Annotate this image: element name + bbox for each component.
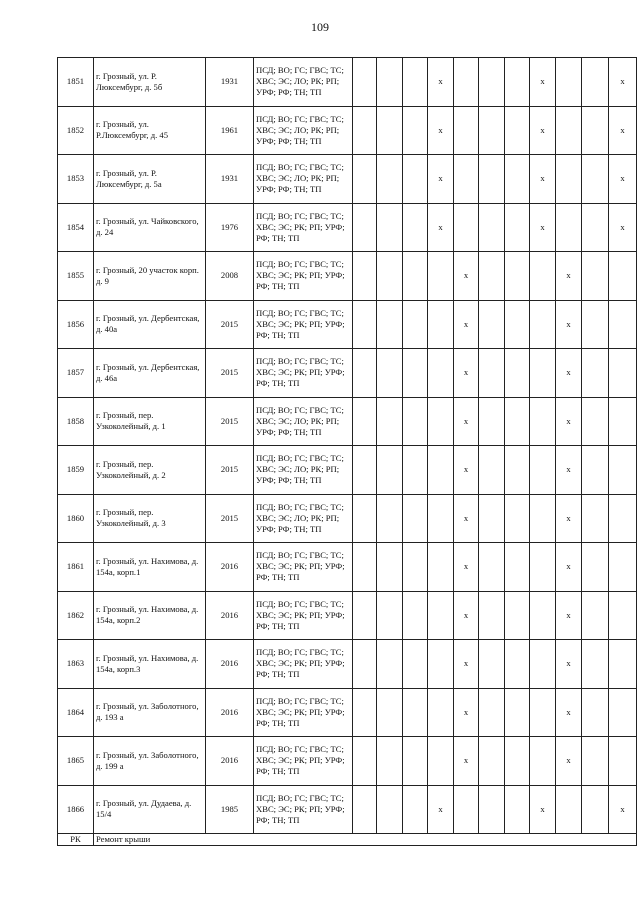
- mark-cell: [530, 543, 556, 592]
- mark-cell: [403, 494, 428, 543]
- mark-cell: [505, 640, 530, 689]
- mark-cell: x: [454, 688, 479, 737]
- mark-cell: [609, 252, 637, 301]
- mark-cell: x: [428, 106, 454, 155]
- table-row: [58, 252, 637, 301]
- mark-cell: [582, 737, 609, 786]
- mark-cell: [403, 688, 428, 737]
- mark-cell: [582, 397, 609, 446]
- row-number: 1851: [58, 58, 94, 107]
- address-cell: г. Грозный, пер. Узкоколейный, д. 3: [94, 494, 206, 543]
- mark-cell: x: [454, 640, 479, 689]
- mark-cell: [530, 349, 556, 398]
- mark-cell: [505, 203, 530, 252]
- works-cell: ПСД; ВО; ГС; ГВС; ТС; ХВС; ЭС; РК; РП; УРФ; РФ; ТН; ТП: [254, 349, 353, 398]
- mark-cell: [403, 58, 428, 107]
- mark-cell: [582, 349, 609, 398]
- mark-cell: [428, 252, 454, 301]
- mark-cell: [353, 494, 377, 543]
- mark-cell: x: [454, 252, 479, 301]
- mark-cell: [377, 300, 403, 349]
- mark-cell: [377, 58, 403, 107]
- registry-table: [57, 57, 637, 846]
- legend-row: [58, 834, 637, 846]
- works-cell: ПСД; ВО; ГС; ГВС; ТС; ХВС; ЭС; РК; РП; УРФ; РФ; ТН; ТП: [254, 203, 353, 252]
- year-cell: 1985: [206, 785, 254, 834]
- table-row: [58, 155, 637, 204]
- mark-cell: [556, 155, 582, 204]
- mark-cell: [505, 349, 530, 398]
- mark-cell: [353, 640, 377, 689]
- mark-cell: [582, 591, 609, 640]
- year-cell: 2008: [206, 252, 254, 301]
- row-number: 1853: [58, 155, 94, 204]
- row-number: 1862: [58, 591, 94, 640]
- mark-cell: [505, 397, 530, 446]
- mark-cell: [505, 688, 530, 737]
- works-cell: ПСД; ВО; ГС; ГВС; ТС; ХВС; ЭС; РК; РП; УРФ; РФ; ТН; ТП: [254, 252, 353, 301]
- address-cell: г. Грозный, 20 участок корп. д. 9: [94, 252, 206, 301]
- mark-cell: [377, 688, 403, 737]
- mark-cell: [353, 349, 377, 398]
- address-cell: г. Грозный, ул. Дудаева, д. 15/4: [94, 785, 206, 834]
- mark-cell: [403, 397, 428, 446]
- mark-cell: [377, 397, 403, 446]
- mark-cell: [353, 543, 377, 592]
- mark-cell: [353, 155, 377, 204]
- table-row: [58, 737, 637, 786]
- mark-cell: x: [556, 737, 582, 786]
- mark-cell: [377, 543, 403, 592]
- mark-cell: [556, 106, 582, 155]
- mark-cell: [428, 543, 454, 592]
- table-row: [58, 494, 637, 543]
- mark-cell: x: [454, 543, 479, 592]
- works-cell: ПСД; ВО; ГС; ГВС; ТС; ХВС; ЭС; РК; РП; УРФ; РФ; ТН; ТП: [254, 688, 353, 737]
- mark-cell: [377, 737, 403, 786]
- mark-cell: [428, 640, 454, 689]
- mark-cell: [353, 300, 377, 349]
- address-cell: г. Грозный, ул. Р. Люксембург, д. 5а: [94, 155, 206, 204]
- year-cell: 2016: [206, 640, 254, 689]
- mark-cell: [582, 252, 609, 301]
- row-number: 1856: [58, 300, 94, 349]
- mark-cell: [479, 543, 505, 592]
- mark-cell: x: [530, 203, 556, 252]
- row-number: 1859: [58, 446, 94, 495]
- mark-cell: [505, 737, 530, 786]
- mark-cell: [403, 155, 428, 204]
- address-cell: г. Грозный, пер. Узкоколейный, д. 2: [94, 446, 206, 495]
- mark-cell: [353, 688, 377, 737]
- legend-description: Ремонт крыши: [94, 834, 637, 846]
- mark-cell: [505, 543, 530, 592]
- row-number: 1855: [58, 252, 94, 301]
- mark-cell: x: [428, 203, 454, 252]
- mark-cell: [403, 349, 428, 398]
- mark-cell: x: [609, 58, 637, 107]
- mark-cell: [353, 446, 377, 495]
- mark-cell: x: [609, 106, 637, 155]
- mark-cell: [556, 785, 582, 834]
- mark-cell: [609, 300, 637, 349]
- mark-cell: x: [609, 785, 637, 834]
- mark-cell: [505, 58, 530, 107]
- mark-cell: [479, 106, 505, 155]
- table-row: [58, 688, 637, 737]
- mark-cell: [454, 203, 479, 252]
- mark-cell: [582, 106, 609, 155]
- mark-cell: [479, 785, 505, 834]
- works-cell: ПСД; ВО; ГС; ГВС; ТС; ХВС; ЭС; ЛО; РК; РП; УРФ; РФ; ТН; ТП: [254, 106, 353, 155]
- mark-cell: [377, 203, 403, 252]
- mark-cell: [377, 640, 403, 689]
- mark-cell: [428, 494, 454, 543]
- address-cell: г. Грозный, ул. Нахимова, д. 154а, корп.2: [94, 591, 206, 640]
- year-cell: 1976: [206, 203, 254, 252]
- table-row: [58, 203, 637, 252]
- mark-cell: x: [454, 300, 479, 349]
- mark-cell: x: [454, 494, 479, 543]
- mark-cell: [428, 688, 454, 737]
- mark-cell: x: [609, 155, 637, 204]
- row-number: 1860: [58, 494, 94, 543]
- mark-cell: [505, 252, 530, 301]
- year-cell: 1931: [206, 155, 254, 204]
- works-cell: ПСД; ВО; ГС; ГВС; ТС; ХВС; ЭС; ЛО; РК; РП; УРФ; РФ; ТН; ТП: [254, 155, 353, 204]
- mark-cell: [582, 58, 609, 107]
- mark-cell: [556, 58, 582, 107]
- mark-cell: [582, 640, 609, 689]
- mark-cell: [479, 640, 505, 689]
- works-cell: ПСД; ВО; ГС; ГВС; ТС; ХВС; ЭС; РК; РП; УРФ; РФ; ТН; ТП: [254, 785, 353, 834]
- mark-cell: [403, 203, 428, 252]
- mark-cell: x: [428, 58, 454, 107]
- mark-cell: x: [556, 494, 582, 543]
- mark-cell: [530, 591, 556, 640]
- mark-cell: [377, 349, 403, 398]
- address-cell: г. Грозный, ул. Заболотного, д. 193 а: [94, 688, 206, 737]
- mark-cell: x: [428, 155, 454, 204]
- mark-cell: [479, 446, 505, 495]
- mark-cell: [556, 203, 582, 252]
- mark-cell: [582, 494, 609, 543]
- mark-cell: [454, 58, 479, 107]
- mark-cell: [353, 397, 377, 446]
- mark-cell: [530, 397, 556, 446]
- year-cell: 1931: [206, 58, 254, 107]
- mark-cell: [454, 785, 479, 834]
- page-number: 109: [311, 20, 329, 34]
- mark-cell: [609, 349, 637, 398]
- mark-cell: x: [556, 349, 582, 398]
- mark-cell: [377, 446, 403, 495]
- mark-cell: [582, 785, 609, 834]
- address-cell: г. Грозный, пер. Узкоколейный, д. 1: [94, 397, 206, 446]
- mark-cell: [505, 494, 530, 543]
- mark-cell: [353, 58, 377, 107]
- mark-cell: x: [454, 446, 479, 495]
- mark-cell: [479, 591, 505, 640]
- address-cell: г. Грозный, ул. Дербентская, д. 40а: [94, 300, 206, 349]
- mark-cell: [530, 737, 556, 786]
- mark-cell: [582, 300, 609, 349]
- legend-code: РК: [58, 834, 94, 846]
- mark-cell: [403, 785, 428, 834]
- mark-cell: [377, 155, 403, 204]
- mark-cell: [353, 785, 377, 834]
- mark-cell: x: [530, 106, 556, 155]
- address-cell: г. Грозный, ул. Р. Люксембург, д. 5б: [94, 58, 206, 107]
- mark-cell: [505, 446, 530, 495]
- mark-cell: [377, 252, 403, 301]
- works-cell: ПСД; ВО; ГС; ГВС; ТС; ХВС; ЭС; ЛО; РК; РП; УРФ; РФ; ТН; ТП: [254, 446, 353, 495]
- mark-cell: [609, 543, 637, 592]
- address-cell: г. Грозный, ул. Нахимова, д. 154а, корп.3: [94, 640, 206, 689]
- mark-cell: [479, 58, 505, 107]
- mark-cell: x: [556, 640, 582, 689]
- mark-cell: [479, 688, 505, 737]
- address-cell: г. Грозный, ул. Заболотного, д. 199 а: [94, 737, 206, 786]
- mark-cell: x: [454, 349, 479, 398]
- mark-cell: x: [556, 300, 582, 349]
- table-row: [58, 640, 637, 689]
- mark-cell: [582, 688, 609, 737]
- mark-cell: [428, 737, 454, 786]
- table-row: [58, 446, 637, 495]
- row-number: 1866: [58, 785, 94, 834]
- row-number: 1854: [58, 203, 94, 252]
- mark-cell: [353, 252, 377, 301]
- mark-cell: x: [530, 785, 556, 834]
- mark-cell: x: [454, 591, 479, 640]
- year-cell: 2016: [206, 737, 254, 786]
- year-cell: 2016: [206, 543, 254, 592]
- mark-cell: [609, 737, 637, 786]
- table-row: [58, 58, 637, 107]
- works-cell: ПСД; ВО; ГС; ГВС; ТС; ХВС; ЭС; ЛО; РК; РП; УРФ; РФ; ТН; ТП: [254, 494, 353, 543]
- year-cell: 1961: [206, 106, 254, 155]
- row-number: 1864: [58, 688, 94, 737]
- mark-cell: [377, 494, 403, 543]
- mark-cell: [609, 397, 637, 446]
- mark-cell: [505, 591, 530, 640]
- mark-cell: [530, 446, 556, 495]
- mark-cell: [609, 688, 637, 737]
- mark-cell: x: [609, 203, 637, 252]
- year-cell: 2016: [206, 591, 254, 640]
- mark-cell: x: [530, 155, 556, 204]
- works-cell: ПСД; ВО; ГС; ГВС; ТС; ХВС; ЭС; ЛО; РК; РП; УРФ; РФ; ТН; ТП: [254, 58, 353, 107]
- mark-cell: x: [556, 688, 582, 737]
- mark-cell: x: [556, 446, 582, 495]
- mark-cell: [403, 591, 428, 640]
- mark-cell: [530, 688, 556, 737]
- mark-cell: [479, 252, 505, 301]
- mark-cell: [582, 155, 609, 204]
- mark-cell: [353, 203, 377, 252]
- year-cell: 2016: [206, 688, 254, 737]
- year-cell: 2015: [206, 349, 254, 398]
- mark-cell: x: [454, 397, 479, 446]
- mark-cell: x: [556, 397, 582, 446]
- mark-cell: [530, 494, 556, 543]
- mark-cell: [403, 543, 428, 592]
- mark-cell: [582, 543, 609, 592]
- mark-cell: [428, 300, 454, 349]
- works-cell: ПСД; ВО; ГС; ГВС; ТС; ХВС; ЭС; РК; РП; УРФ; РФ; ТН; ТП: [254, 591, 353, 640]
- address-cell: г. Грозный, ул. Р.Люксембург, д. 45: [94, 106, 206, 155]
- mark-cell: [479, 494, 505, 543]
- mark-cell: [454, 155, 479, 204]
- row-number: 1852: [58, 106, 94, 155]
- mark-cell: [479, 349, 505, 398]
- mark-cell: [479, 300, 505, 349]
- year-cell: 2015: [206, 494, 254, 543]
- works-cell: ПСД; ВО; ГС; ГВС; ТС; ХВС; ЭС; РК; РП; УРФ; РФ; ТН; ТП: [254, 640, 353, 689]
- mark-cell: [428, 349, 454, 398]
- mark-cell: [609, 591, 637, 640]
- table-row: [58, 106, 637, 155]
- mark-cell: [582, 446, 609, 495]
- mark-cell: [530, 640, 556, 689]
- address-cell: г. Грозный, ул. Чайковского, д. 24: [94, 203, 206, 252]
- mark-cell: [428, 446, 454, 495]
- table-row: [58, 591, 637, 640]
- works-cell: ПСД; ВО; ГС; ГВС; ТС; ХВС; ЭС; РК; РП; УРФ; РФ; ТН; ТП: [254, 543, 353, 592]
- table-body: [58, 58, 637, 834]
- mark-cell: [377, 785, 403, 834]
- mark-cell: [609, 640, 637, 689]
- year-cell: 2015: [206, 397, 254, 446]
- table-row: [58, 785, 637, 834]
- mark-cell: x: [530, 58, 556, 107]
- mark-cell: x: [556, 252, 582, 301]
- mark-cell: [505, 300, 530, 349]
- mark-cell: [454, 106, 479, 155]
- row-number: 1863: [58, 640, 94, 689]
- mark-cell: x: [428, 785, 454, 834]
- mark-cell: [609, 446, 637, 495]
- mark-cell: [505, 785, 530, 834]
- mark-cell: [609, 494, 637, 543]
- mark-cell: [479, 397, 505, 446]
- mark-cell: [505, 106, 530, 155]
- mark-cell: [530, 252, 556, 301]
- mark-cell: [353, 737, 377, 786]
- year-cell: 2015: [206, 446, 254, 495]
- address-cell: г. Грозный, ул. Нахимова, д. 154а, корп.1: [94, 543, 206, 592]
- works-cell: ПСД; ВО; ГС; ГВС; ТС; ХВС; ЭС; РК; РП; УРФ; РФ; ТН; ТП: [254, 737, 353, 786]
- mark-cell: [353, 591, 377, 640]
- table-row: [58, 397, 637, 446]
- mark-cell: [403, 640, 428, 689]
- year-cell: 2015: [206, 300, 254, 349]
- row-number: 1865: [58, 737, 94, 786]
- row-number: 1857: [58, 349, 94, 398]
- table-row: [58, 543, 637, 592]
- row-number: 1858: [58, 397, 94, 446]
- mark-cell: [428, 397, 454, 446]
- works-cell: ПСД; ВО; ГС; ГВС; ТС; ХВС; ЭС; РК; РП; УРФ; РФ; ТН; ТП: [254, 300, 353, 349]
- mark-cell: [582, 203, 609, 252]
- table-row: [58, 300, 637, 349]
- mark-cell: [403, 737, 428, 786]
- mark-cell: [403, 300, 428, 349]
- mark-cell: [505, 155, 530, 204]
- table-row: [58, 349, 637, 398]
- mark-cell: [403, 106, 428, 155]
- mark-cell: x: [454, 737, 479, 786]
- mark-cell: [479, 203, 505, 252]
- mark-cell: x: [556, 543, 582, 592]
- works-cell: ПСД; ВО; ГС; ГВС; ТС; ХВС; ЭС; ЛО; РК; РП; УРФ; РФ; ТН; ТП: [254, 397, 353, 446]
- mark-cell: [353, 106, 377, 155]
- mark-cell: [377, 591, 403, 640]
- mark-cell: [479, 155, 505, 204]
- mark-cell: x: [556, 591, 582, 640]
- mark-cell: [428, 591, 454, 640]
- mark-cell: [403, 446, 428, 495]
- mark-cell: [403, 252, 428, 301]
- mark-cell: [377, 106, 403, 155]
- row-number: 1861: [58, 543, 94, 592]
- mark-cell: [479, 737, 505, 786]
- address-cell: г. Грозный, ул. Дербентская, д. 46а: [94, 349, 206, 398]
- mark-cell: [530, 300, 556, 349]
